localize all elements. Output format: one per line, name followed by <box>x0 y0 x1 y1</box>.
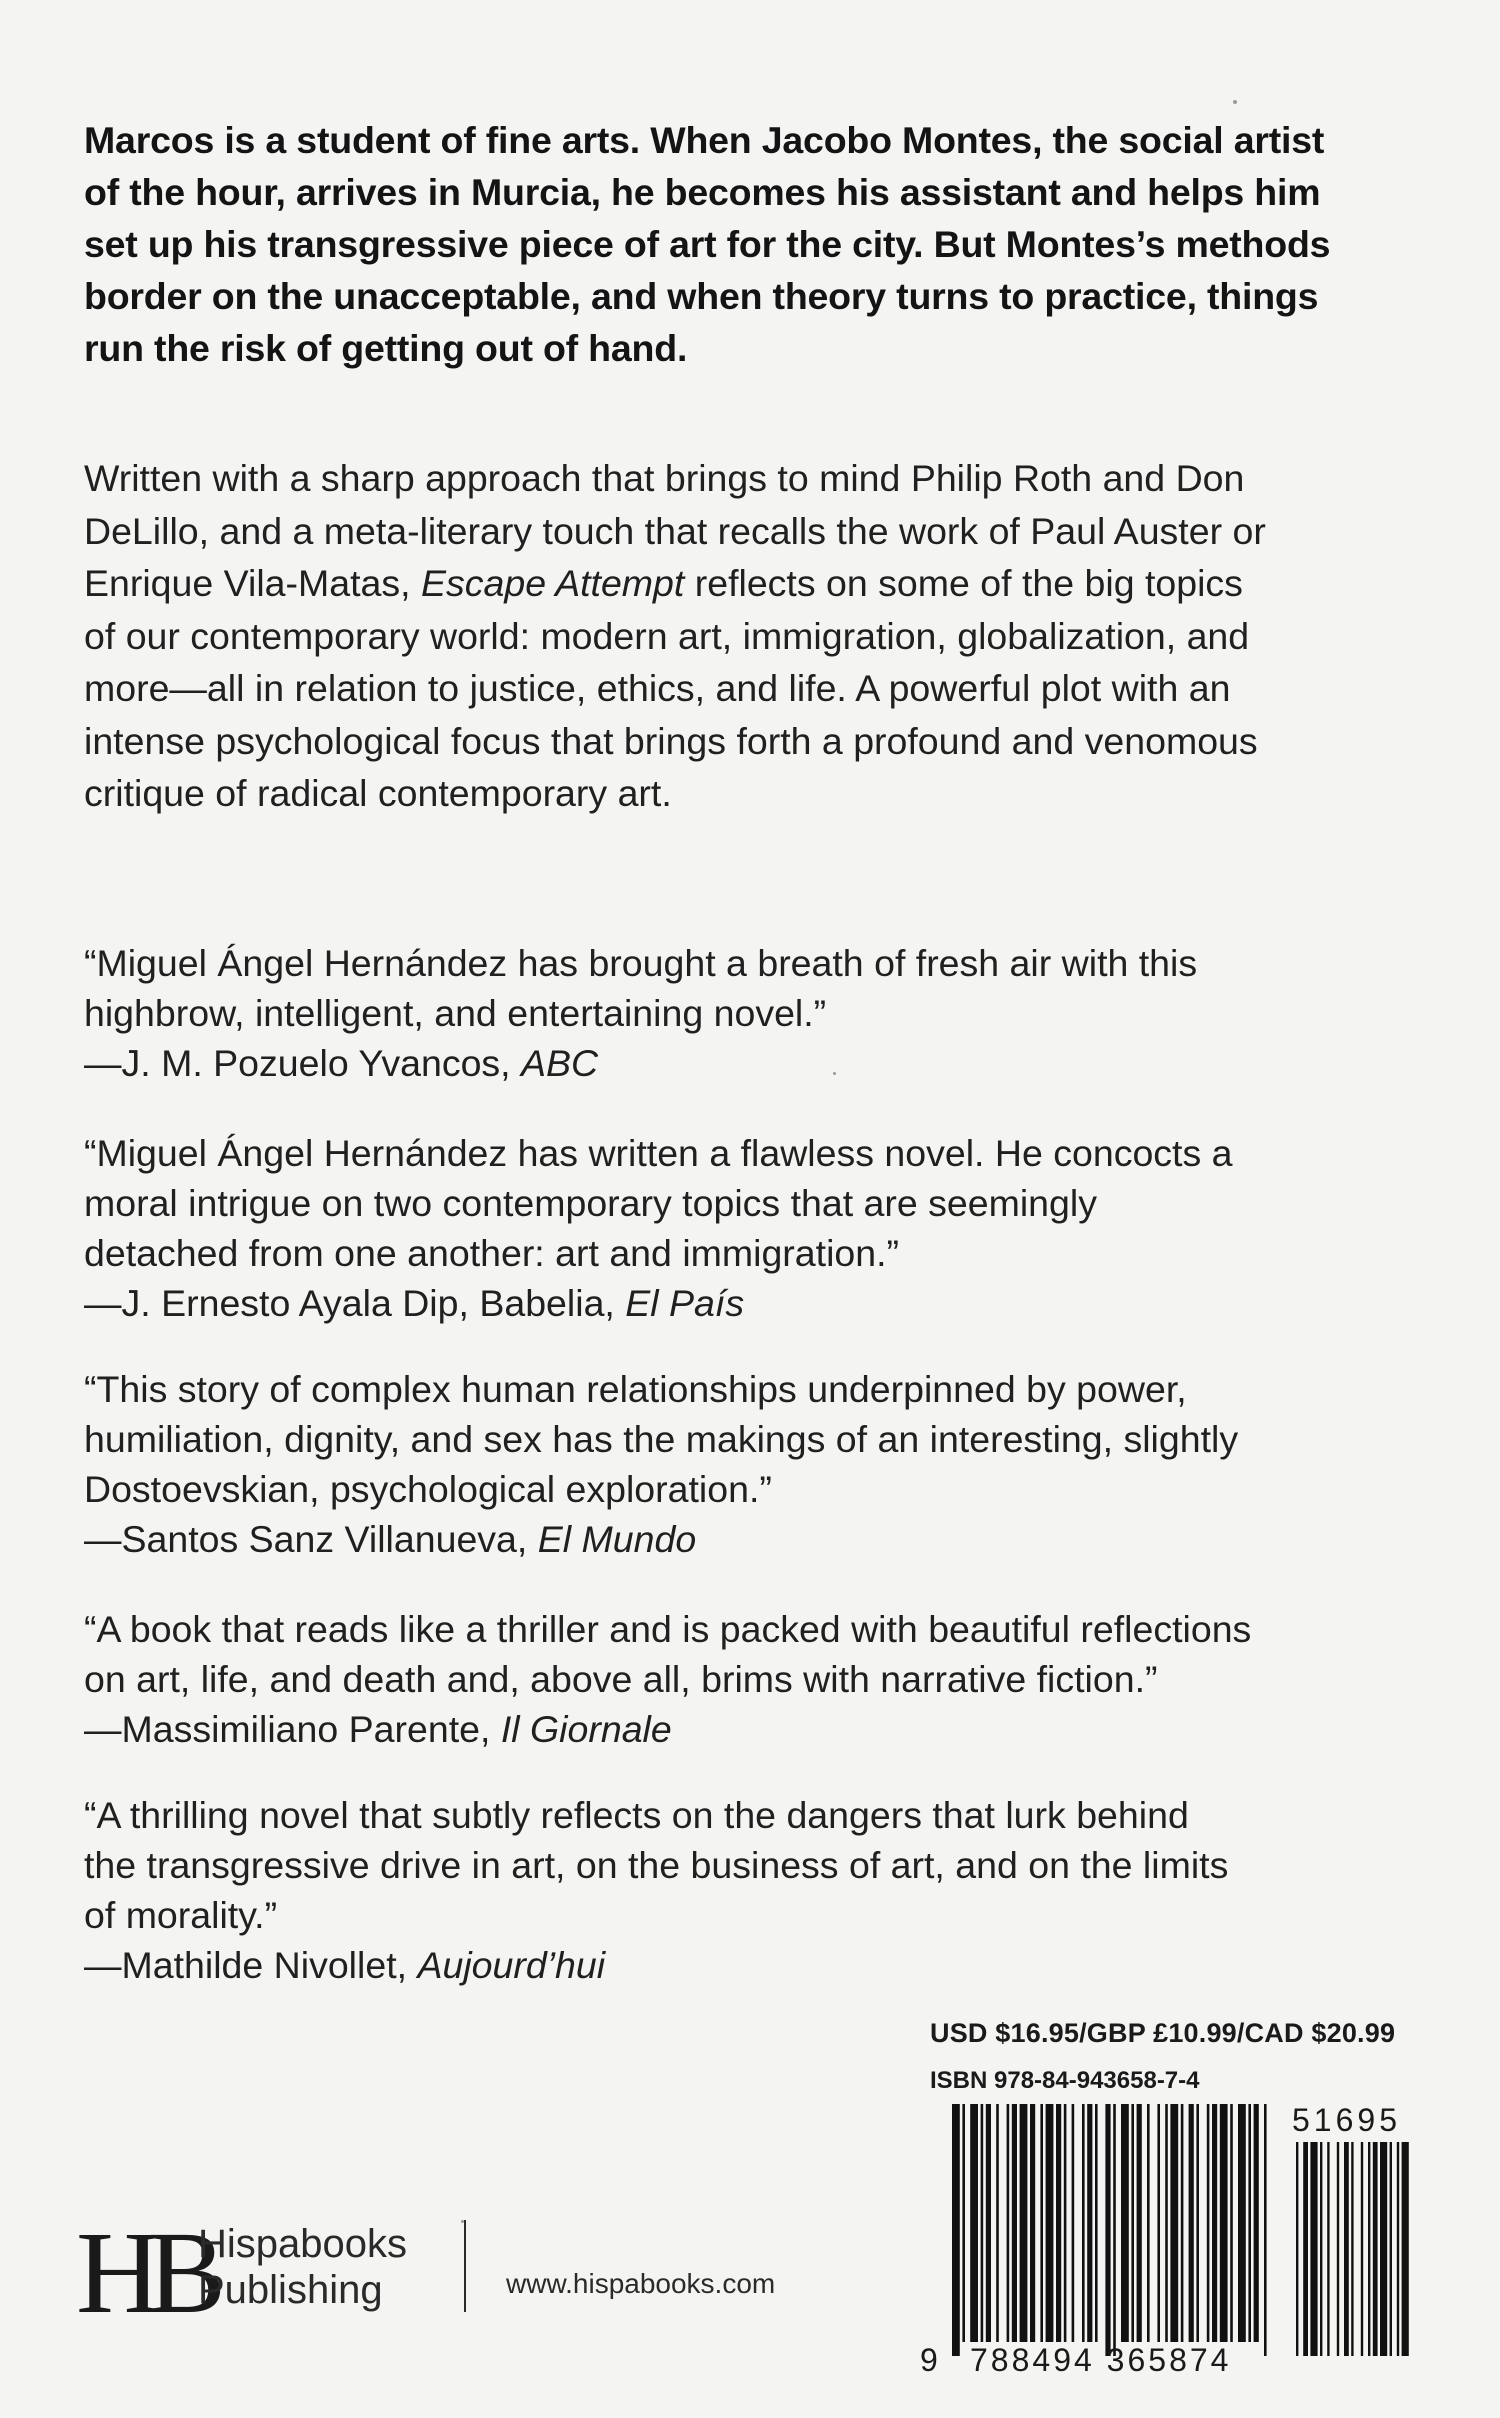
description-text: Enrique Vila-Matas, <box>84 562 421 604</box>
addon-bars <box>1296 2142 1409 2356</box>
barcode-bar <box>1230 2104 1233 2342</box>
description-text: reflects on some of the big topics <box>684 562 1243 604</box>
addon-bar <box>1390 2142 1392 2356</box>
quote-line: moral intrigue on two contemporary topics that are seemingly <box>84 1182 1097 1224</box>
review-quote <box>84 938 1464 1088</box>
addon-bar <box>1303 2142 1308 2356</box>
barcode-bar <box>970 2104 978 2342</box>
barcode-bar <box>1254 2104 1259 2342</box>
quote-author: —Massimiliano Parente, <box>84 1708 501 1750</box>
barcode-bar <box>1064 2104 1067 2342</box>
barcode-bar <box>1181 2104 1184 2342</box>
addon-bar <box>1320 2142 1322 2356</box>
quote-author: —Mathilde Nivollet, <box>84 1944 418 1986</box>
quote-attribution <box>84 1940 1464 1990</box>
barcode-bar <box>1165 2104 1168 2342</box>
quote-line: humiliation, dignity, and sex has the makings of an interesting, slightly <box>84 1418 1239 1460</box>
addon-bar <box>1397 2142 1399 2356</box>
description-line: of our contemporary world: modern art, immigration, globalization, and <box>84 614 1250 657</box>
description-line: intense psychological focus that brings forth a profound and venomous <box>84 719 1258 762</box>
quote-source: El Mundo <box>537 1518 697 1560</box>
description-line: Written with a sharp approach that brings to mind Philip Roth and Don <box>84 457 1245 499</box>
quote-attribution <box>84 1038 1464 1088</box>
barcode-bar <box>1007 2104 1010 2342</box>
addon-bar <box>1327 2142 1329 2356</box>
addon-bar <box>1361 2142 1363 2356</box>
barcode-bar <box>1220 2104 1228 2342</box>
barcode-bar <box>1113 2104 1116 2356</box>
barcode-bar <box>986 2104 991 2342</box>
addon-bar <box>1373 2142 1378 2356</box>
barcode-bar <box>1020 2104 1028 2342</box>
barcode-bar <box>1189 2104 1194 2342</box>
addon-bar <box>1402 2142 1409 2356</box>
barcode-bar <box>1147 2104 1150 2342</box>
speck <box>461 2220 464 2223</box>
speck <box>1233 100 1237 104</box>
quote-attribution <box>84 1278 1464 1328</box>
barcode-bar <box>1095 2104 1098 2342</box>
barcode-bar <box>1040 2104 1043 2342</box>
quote-line: “A thrilling novel that subtly reflects on the dangers that lurk behind <box>84 1794 1189 1836</box>
review-quote <box>84 1790 1464 1990</box>
publisher-name: Hispabooks <box>198 2222 408 2266</box>
blurb-line: Marcos is a student of fine arts. When Jacobo Montes, the social artist <box>84 119 1325 161</box>
quote-line: the transgressive drive in art, on the business of art, and on the limits <box>84 1844 1229 1886</box>
price-label: USD $16.95/GBP £10.99/CAD $20.99 <box>930 2018 1396 2048</box>
barcode-bar <box>1030 2104 1035 2342</box>
barcode-bar <box>1157 2104 1160 2342</box>
ean-bars <box>952 2104 1267 2356</box>
quote-line: “This story of complex human relationships underpinned by power, <box>84 1368 1187 1410</box>
quote-line: detached from one another: art and immigration.” <box>84 1232 900 1274</box>
quote-line: “A book that reads like a thriller and is packed with beautiful reflections <box>84 1608 1252 1650</box>
blurb-line: of the hour, arrives in Murcia, he becomes his assistant and helps him <box>84 171 1321 213</box>
barcode-bar <box>1264 2104 1267 2356</box>
barcode-addon-digits: 51695 <box>1292 2102 1401 2138</box>
addon-bar <box>1351 2142 1353 2356</box>
divider <box>464 2220 466 2312</box>
quote-source: ABC <box>521 1042 599 1084</box>
barcode-bar <box>952 2104 960 2356</box>
review-quote <box>84 1604 1464 1754</box>
quote-source: Aujourd’hui <box>417 1944 606 1986</box>
book-title: Escape Attempt <box>420 562 685 604</box>
quote-line: “Miguel Ángel Hernández has brought a breath of fresh air with this <box>84 942 1198 984</box>
addon-bar <box>1344 2142 1349 2356</box>
review-quote <box>84 1364 1464 1564</box>
barcode-lead-digit: 9 <box>920 2342 938 2378</box>
barcode-bar <box>1046 2104 1054 2342</box>
barcode-bar <box>996 2104 999 2342</box>
quote-line: “Miguel Ángel Hernández has written a flawless novel. He concocts a <box>84 1132 1233 1174</box>
barcode-digits: 788494 365874 <box>970 2342 1232 2378</box>
quote-source: Il Giornale <box>500 1708 672 1750</box>
description-line: more—all in relation to justice, ethics, and life. A powerful plot with an <box>84 667 1231 709</box>
publisher-url: www.hispabooks.com <box>506 2268 776 2299</box>
quote-line: Dostoevskian, psychological exploration.” <box>84 1468 772 1510</box>
barcode-bar <box>1170 2104 1178 2342</box>
addon-bar <box>1337 2142 1339 2356</box>
barcode-bar <box>1207 2104 1210 2342</box>
barcode-bar <box>1072 2104 1075 2342</box>
description <box>84 452 1454 820</box>
addon-bar <box>1296 2142 1298 2356</box>
quote-author: —Santos Sanz Villanueva, <box>84 1518 538 1560</box>
barcode-bar <box>1238 2104 1246 2342</box>
addon-bar <box>1310 2142 1317 2356</box>
barcode-bar <box>1012 2104 1017 2342</box>
barcode-bar <box>1121 2104 1129 2342</box>
quote-author: —J. M. Pozuelo Yvancos, <box>84 1042 522 1084</box>
barcode-bar <box>1087 2104 1092 2342</box>
barcode-bar <box>962 2104 965 2342</box>
publisher-logo: HB <box>76 2207 212 2338</box>
description-line: critique of radical contemporary art. <box>84 772 672 814</box>
barcode-bar <box>1212 2104 1217 2342</box>
quote-attribution <box>84 1704 1464 1754</box>
blurb-line: run the risk of getting out of hand. <box>84 327 688 369</box>
addon-bar <box>1380 2142 1387 2356</box>
review-quote <box>84 1128 1464 1328</box>
barcode-bar <box>1137 2104 1142 2342</box>
isbn-barcode <box>900 2100 1430 2390</box>
quote-line: highbrow, intelligent, and entertaining novel.” <box>84 992 827 1034</box>
blurb-line: border on the unacceptable, and when theory turns to practice, things <box>84 275 1319 317</box>
barcode-bar <box>1131 2104 1134 2342</box>
addon-bar <box>1368 2142 1370 2356</box>
quote-attribution <box>84 1514 1464 1564</box>
barcode-bar <box>1082 2104 1085 2342</box>
barcode-bar <box>981 2104 984 2342</box>
barcode-bar <box>1056 2104 1061 2342</box>
barcode-bar <box>1105 2104 1110 2356</box>
speck <box>833 1072 836 1075</box>
publisher-name: Publishing <box>198 2268 383 2312</box>
quote-line: of morality.” <box>84 1894 278 1936</box>
barcode-bar <box>1248 2104 1251 2342</box>
synopsis-blurb <box>84 114 1454 374</box>
quote-line: on art, life, and death and, above all, brims with narrative fiction.” <box>84 1658 1158 1700</box>
description-line <box>84 557 1454 610</box>
quote-author: —J. Ernesto Ayala Dip, Babelia, <box>84 1282 626 1324</box>
publisher-block <box>76 2207 836 2338</box>
isbn-label: ISBN 978-84-943658-7-4 <box>930 2067 1200 2094</box>
blurb-line: set up his transgressive piece of art for the city. But Montes’s methods <box>84 223 1331 265</box>
description-line: DeLillo, and a meta-literary touch that recalls the work of Paul Auster or <box>84 509 1266 552</box>
barcode-bar <box>1196 2104 1199 2342</box>
quote-source: El País <box>625 1282 745 1324</box>
